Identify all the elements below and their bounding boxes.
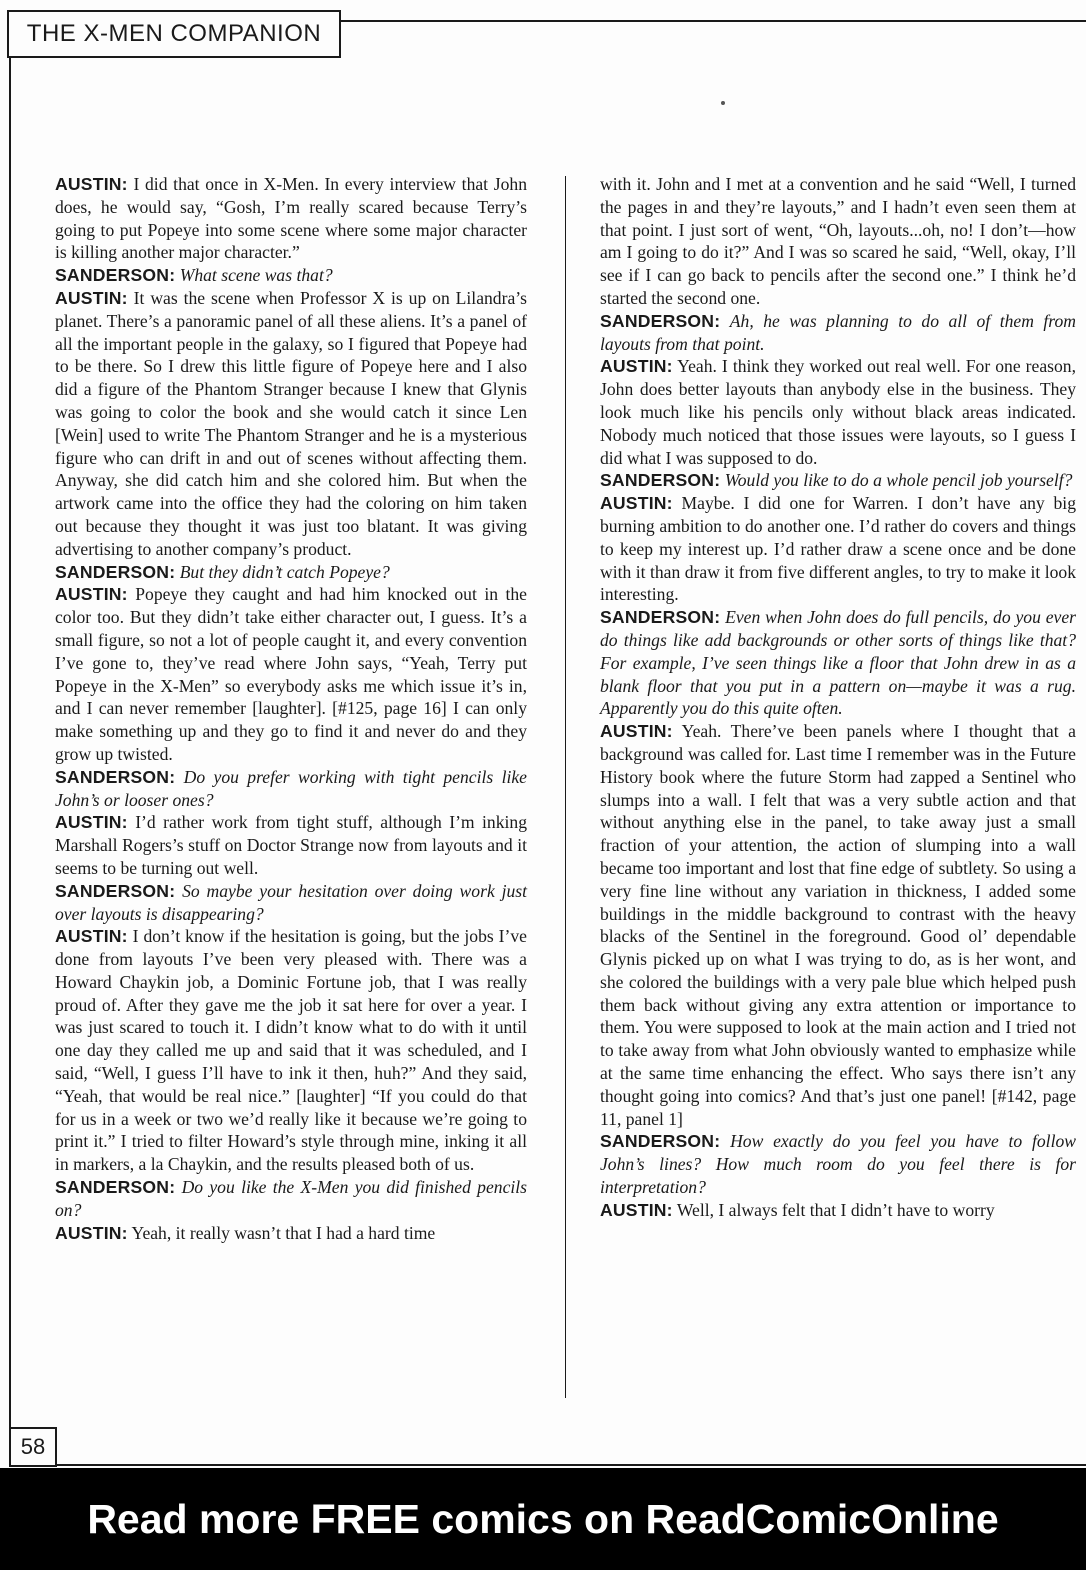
interviewer-question: Ah, he was planning to do all of them from layouts from that point. [600, 310, 1076, 354]
interview-paragraph [55, 811, 527, 879]
speaker-label: SANDERSON: [600, 607, 721, 628]
print-speck [721, 101, 725, 105]
interview-paragraph [55, 880, 527, 926]
interviewer-question: So maybe your hesitation over doing work just over layouts is disappearing? [55, 880, 527, 924]
speaker-label: AUSTIN: [55, 584, 128, 605]
speaker-label: AUSTIN: [55, 174, 128, 194]
speaker-label: AUSTIN: [55, 1222, 128, 1243]
interview-answer: Popeye they caught and had him knocked out in the color too. But they didn’t take either character out, I guess. It’s a small figure, so not a lot of people caught it, and every convention I’ve gone to, they’ve read where John says, “Yeah, Terry put Popeye in the X-Men” so everybody asks me which issue it’s in, and I can never remember [laughter]. [#125, page 16] I can only make something up and they go to find it and never do and they grow up twisted. [55, 584, 527, 764]
speaker-label: SANDERSON: [55, 766, 176, 787]
interview-paragraph [55, 766, 527, 812]
interview-answer: I’d rather work from tight stuff, although I’m inking Marshall Rogers’s stuff on Doctor Strange now from layouts and it seems to be turning out well. [55, 812, 528, 878]
interview-paragraph [600, 720, 1076, 1130]
speaker-label: AUSTIN: [55, 812, 128, 833]
speaker-label: AUSTIN: [600, 493, 673, 514]
right-column [600, 173, 1076, 1222]
interview-answer: Maybe. I did one for Warren. I don’t have any big burning ambition to do another one. I’d rather do covers and things to keep my interest up. I’d rather draw a scene once and be done with it than draw it from five different angles, to try to make it look interesting. [600, 493, 1076, 605]
interview-paragraph [600, 355, 1076, 469]
speaker-label: SANDERSON: [600, 470, 721, 491]
header-title: THE X-MEN COMPANION [26, 20, 322, 47]
interview-paragraph [55, 1222, 527, 1245]
speaker-label: AUSTIN: [55, 926, 128, 947]
interviewer-question: Would you like to do a whole pencil job yourself? [724, 470, 1073, 491]
speaker-label: AUSTIN: [600, 356, 673, 377]
interview-paragraph [55, 583, 527, 765]
page-number-box [9, 1427, 57, 1467]
interview-paragraph [55, 561, 527, 584]
speaker-label: AUSTIN: [600, 721, 673, 742]
interviewer-question: Do you prefer working with tight pencils like John’s or looser ones? [55, 766, 527, 810]
promo-banner[interactable] [0, 1468, 1086, 1570]
interviewer-question: What scene was that? [179, 265, 333, 286]
speaker-label: SANDERSON: [55, 1177, 176, 1198]
interview-paragraph [55, 1176, 527, 1222]
interview-answer: Yeah, it really wasn’t that I had a hard time [131, 1222, 436, 1243]
interview-answer: It was the scene when Professor X is up on Lilandra’s planet. There’s a panoramic panel of all these aliens. It’s a panel of all the important people in the galaxy, so I figured that Popeye had to be there. So I drew this little figure of Popeye here and I also did a figure of the Phantom Stranger because I knew that Glynis was going to color the book and she would catch it since Len [Wein] used to write The Phantom Stranger and he is a mysterious figure who can drift in and out of scenes without affecting them. Anyway, she did catch him and she colored him. But when the artwork came into the office they had the coloring on him taken out because they thought it was just too blatant. It was giving advertising to another company’s product. [55, 287, 527, 559]
interviewer-question: How exactly do you feel you have to follow John’s lines? How much room do you feel there is for interpretation? [600, 1131, 1076, 1198]
interviewer-question: But they didn’t catch Popeye? [179, 561, 390, 582]
interview-paragraph [600, 469, 1076, 492]
page-number: 58 [20, 1434, 46, 1459]
interview-paragraph [600, 173, 1076, 310]
interview-paragraph [600, 1130, 1076, 1198]
interview-answer: Yeah. I think they worked out real well. For one reason, John does better layouts than anybody else in the business. They look much like his pencils only without black areas indicated. Nobody much noticed that those issues were layouts, so I guess I did what I was supposed to do. [600, 356, 1076, 468]
interview-paragraph [55, 173, 527, 264]
speaker-label: SANDERSON: [600, 1131, 721, 1152]
interview-answer: I don’t know if the hesitation is going, but the jobs I’ve done from layouts I’ve been very pleased with. There was a Howard Chaykin job, a Dominic Fortune job, that I was really proud of. After they gave me the job it sat here for over a year. I was just scared to touch it. I didn’t know what to do with it until one day they called me up and said that it was scheduled, and I said, “Well, I guess I’ll have to ink it then, huh?” And they said, “Yeah, that would be real nice.” [laughter] “If you could do that for us in a week or two we’d really like it because we’re going to print it.” I tried to filter Howard’s style through mine, inking it all in markers, a la Chaykin, and the results pleased both of us. [55, 926, 527, 1175]
interview-answer: Yeah. There’ve been panels where I thought that a background was called for. Last time I remember was in the Future History book where the future Storm had zapped a Sentinel who slumps into a wall. I felt that was a very subtle action and that without anything else in the panel, to take away just a small fraction of your attention, the action of slumping into a wall became too important and lost that fine edge of subtlety. So using a very fine line without any variation in thickness, I added some buildings in the middle background to contrast with the heavy blacks of the Sentinel in the foreground. Good ol’ dependable Glynis picked up on what I was trying to do, as is her wont, and she colored the buildings with a very pale blue which helped push them back without giving any extra attention or importance to them. You were supposed to look at the main action and I tried not to take away from what John obviously wanted to emphasize while at the same time enhancing the effect. Who says there isn’t any thought going into comics? And that’s just one panel! [#142, page 11, panel 1] [600, 721, 1076, 1129]
promo-banner-text[interactable]: Read more FREE comics on ReadComicOnline [87, 1495, 999, 1542]
left-column [55, 173, 527, 1244]
top-rule [341, 20, 1086, 22]
column-divider [565, 176, 566, 1398]
interview-paragraph [55, 264, 527, 287]
interviewer-question: Even when John does do full pencils, do you ever do things like add backgrounds or other sorts of things like that? For example, I’ve seen things like a floor that John drew in as a blank floor that you put in a pattern on—maybe it was a rug. Apparently you do this quite often. [600, 607, 1076, 719]
bottom-rule [57, 1464, 1086, 1466]
interview-paragraph [55, 287, 527, 561]
header-title-box [7, 10, 341, 58]
interview-paragraph [600, 1199, 1076, 1222]
left-rule [9, 58, 11, 1436]
speaker-label: SANDERSON: [55, 265, 176, 286]
interview-answer: Well, I always felt that I didn’t have to worry [676, 1199, 995, 1220]
speaker-label: SANDERSON: [55, 561, 176, 582]
interview-paragraph [600, 492, 1076, 606]
interview-answer: I did that once in X-Men. In every interview that John does, he would say, “Gosh, I’m really scared because Terry’s going to put Popeye into some scene where some major character is killing another major character.” [55, 174, 527, 263]
interview-paragraph [600, 606, 1076, 720]
interviewer-question: Do you like the X-Men you did finished pencils on? [55, 1177, 527, 1220]
interview-paragraph [55, 925, 527, 1176]
speaker-label: AUSTIN: [55, 287, 128, 308]
interview-paragraph [600, 310, 1076, 356]
interview-answer: with it. John and I met at a convention and he said “Well, I turned the pages in and they’re layouts,” and I hadn’t even seen them at that point. I just sort of went, “Oh, layouts...oh, no! I don’t—how am I going to do it?” And I was so scared he said, “Well, okay, I’ll see if I can go back to pencils after the second one.” I think he’d started the second one. [600, 174, 1076, 308]
speaker-label: SANDERSON: [55, 880, 176, 901]
speaker-label: AUSTIN: [600, 1199, 673, 1220]
speaker-label: SANDERSON: [600, 310, 721, 331]
